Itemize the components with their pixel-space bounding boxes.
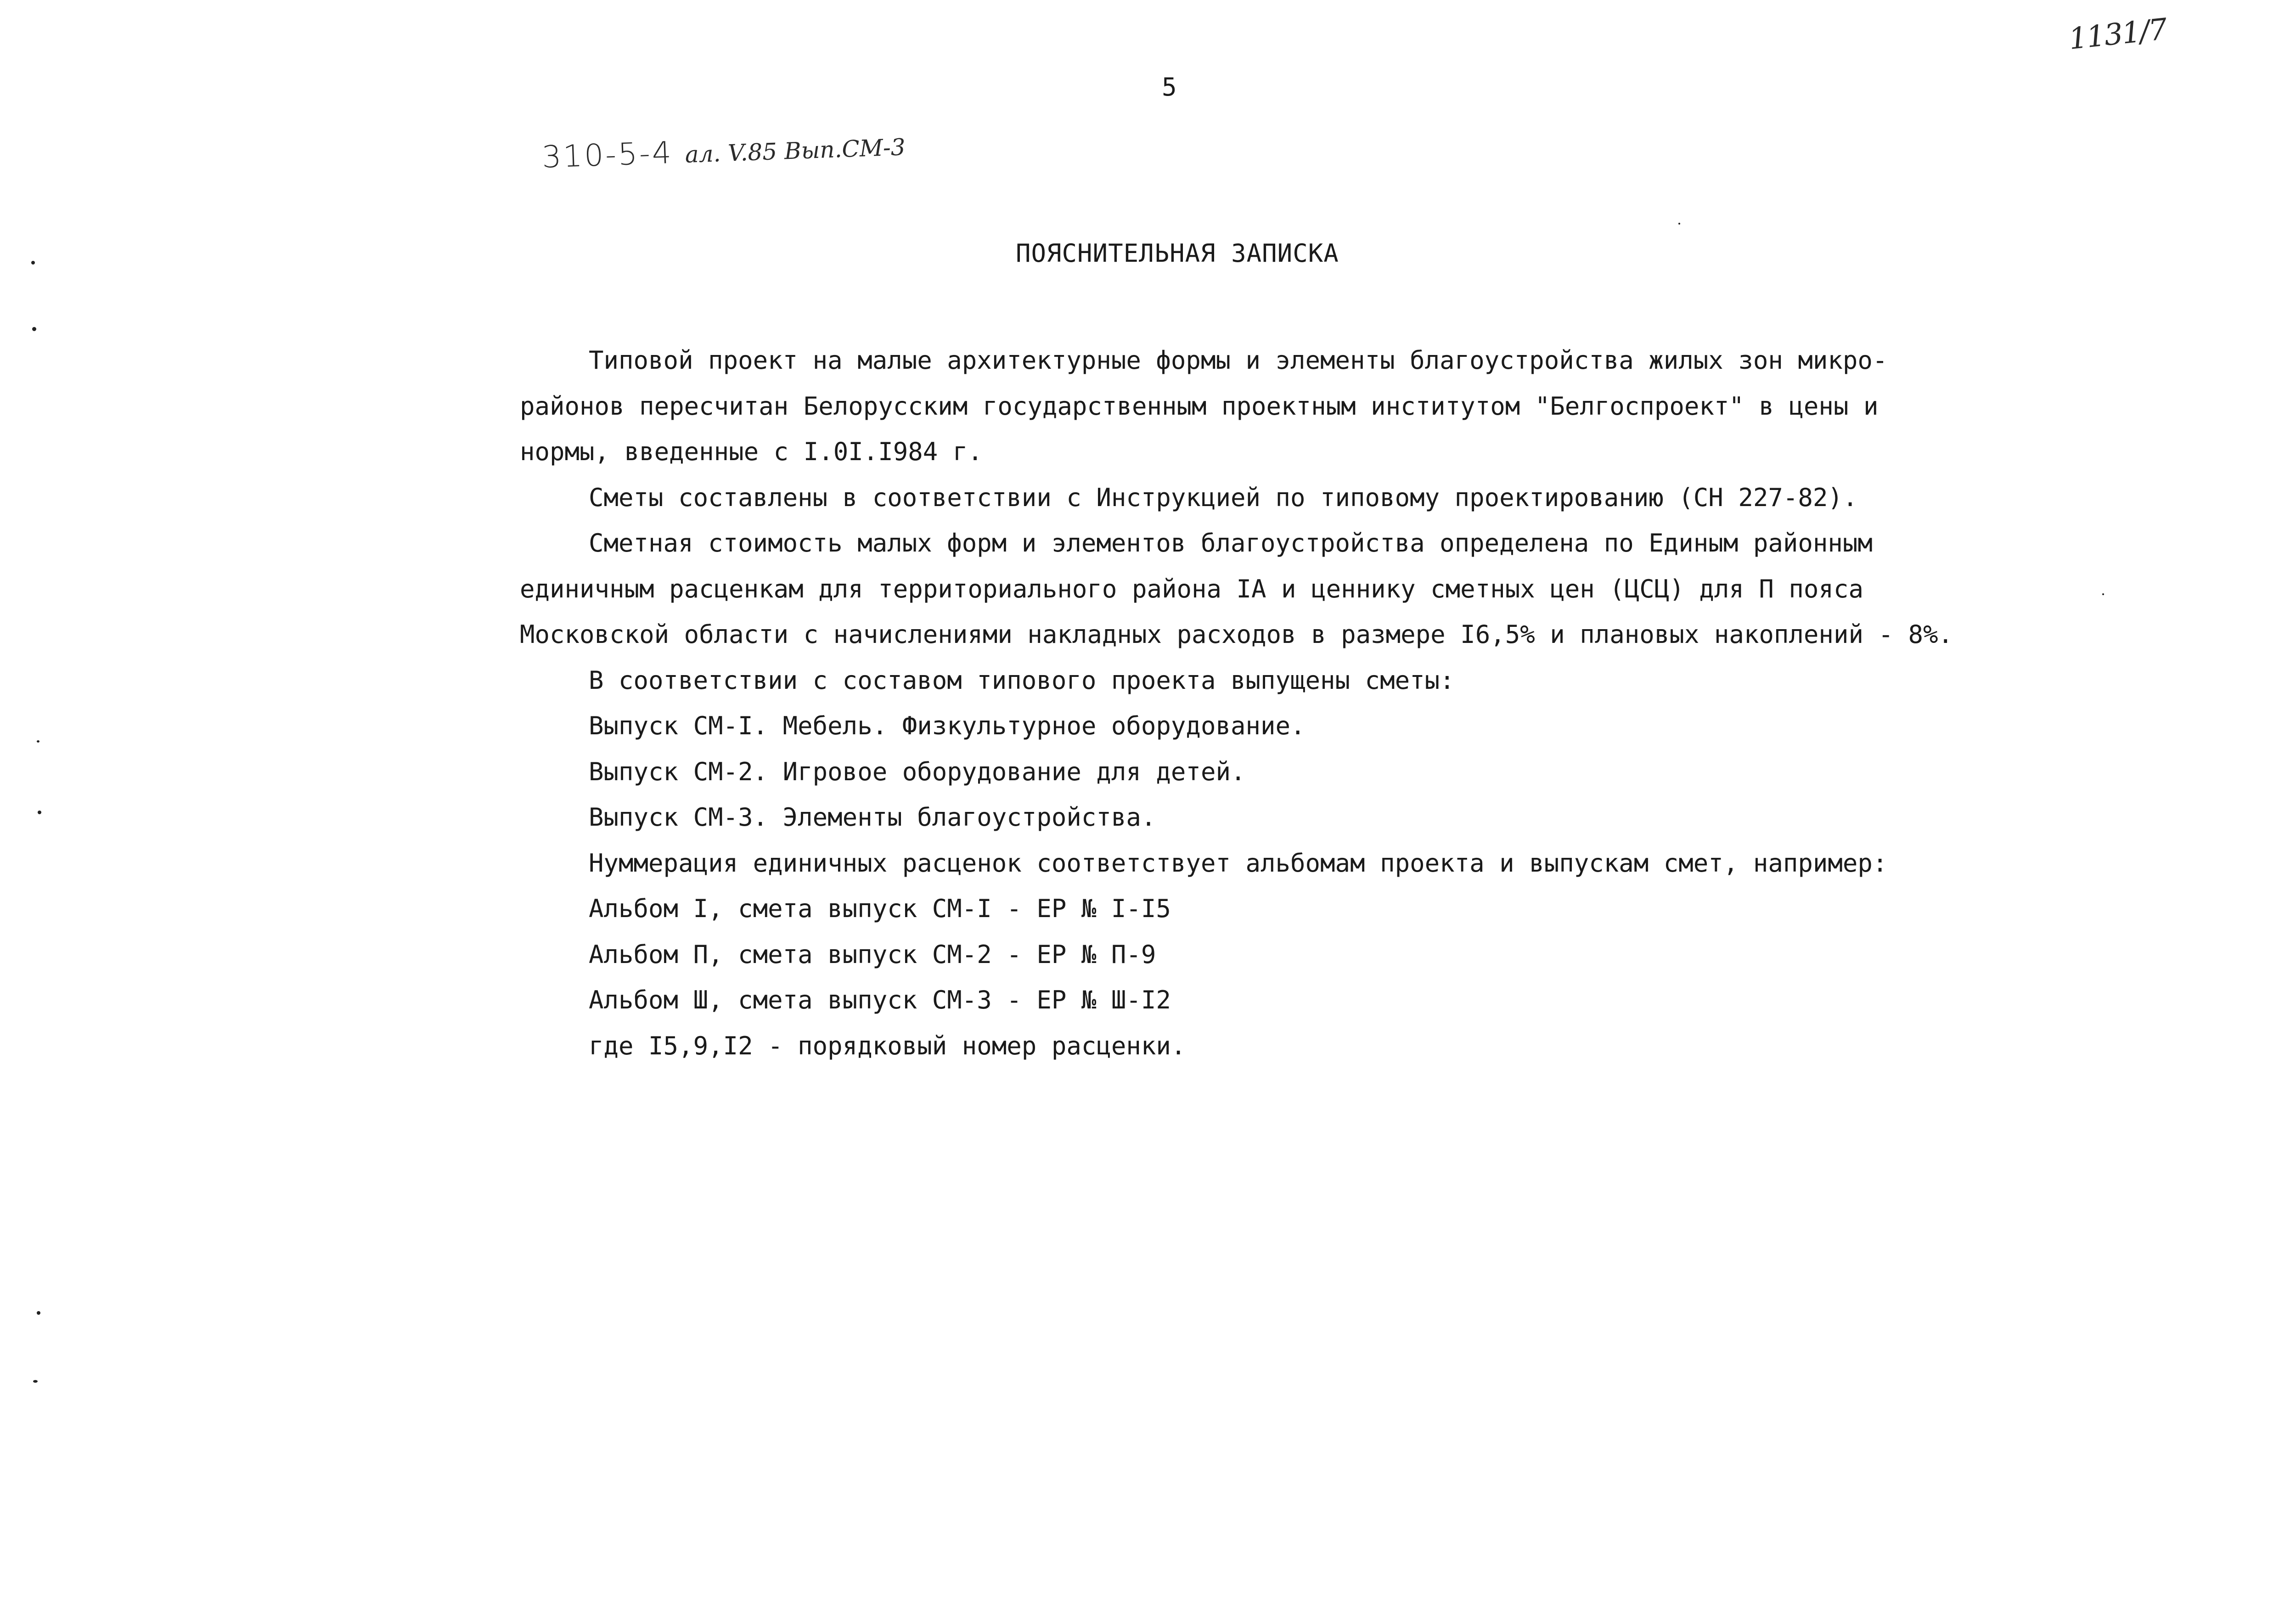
list-item: Альбом Ш, смета выпуск СМ-3 - ЕР № Ш-I2 bbox=[589, 986, 1171, 1014]
scan-speck bbox=[33, 1380, 38, 1383]
text-line: районов пересчитан Белорусским государственным проектным институтом "Белгоспроект" в цены и bbox=[520, 391, 1879, 421]
scan-speck bbox=[1678, 223, 1680, 225]
text-line: нормы, введенные с I.0I.I984 г. bbox=[520, 437, 983, 466]
text-line: Сметы составлены в соответствии с Инструкцией по типовому проектированию (СН 227-82). bbox=[589, 483, 1858, 512]
text-line: В соответствии с составом типового проекта выпущены сметы: bbox=[589, 665, 1455, 695]
text-line: Нуммерация единичных расценок соответствует альбомам проекта и выпускам смет, например: bbox=[589, 848, 1888, 878]
text-line: единичным расценкам для территориального района IА и ценнику сметных цен (ЦСЦ) для П пояса bbox=[520, 574, 1863, 603]
list-item: Альбом I, смета выпуск СМ-I - ЕР № I-I5 bbox=[589, 894, 1171, 923]
list-item: Альбом П, смета выпуск СМ-2 - ЕР № П-9 bbox=[589, 940, 1156, 969]
handwritten-document-code bbox=[541, 127, 906, 175]
scan-speck bbox=[31, 261, 35, 265]
list-item: Выпуск СМ-I. Мебель. Физкультурное оборудование. bbox=[589, 711, 1306, 740]
text-line: Типовой проект на малые архитектурные формы и элементы благоустройства жилых зон микро- bbox=[589, 346, 1888, 375]
page-title: ПОЯСНИТЕЛЬНАЯ ЗАПИСКА bbox=[1016, 239, 1339, 268]
scan-speck bbox=[2102, 593, 2104, 595]
document-code: 310-5-4 bbox=[541, 135, 674, 175]
text-line: где I5,9,I2 - порядковый номер расценки. bbox=[589, 1031, 1186, 1060]
scan-speck bbox=[37, 740, 39, 743]
scan-speck bbox=[38, 811, 41, 814]
document-code-note: ал. V.85 Вып.СМ-3 bbox=[684, 134, 906, 168]
handwritten-sheet-number: 1131/7 bbox=[2067, 12, 2168, 56]
text-line: Московской области с начислениями накладных расходов в размере I6,5% и плановых накоплений - 8%. bbox=[520, 620, 1953, 649]
scan-speck bbox=[37, 1311, 40, 1315]
list-item: Выпуск СМ-2. Игровое оборудование для детей. bbox=[589, 757, 1246, 786]
explanatory-note-body bbox=[520, 338, 1953, 1069]
list-item: Выпуск СМ-3. Элементы благоустройства. bbox=[589, 803, 1156, 832]
page-number: 5 bbox=[1162, 73, 1177, 101]
text-line: Сметная стоимость малых форм и элементов благоустройства определена по Единым районным bbox=[589, 529, 1873, 558]
scan-speck bbox=[32, 327, 36, 331]
